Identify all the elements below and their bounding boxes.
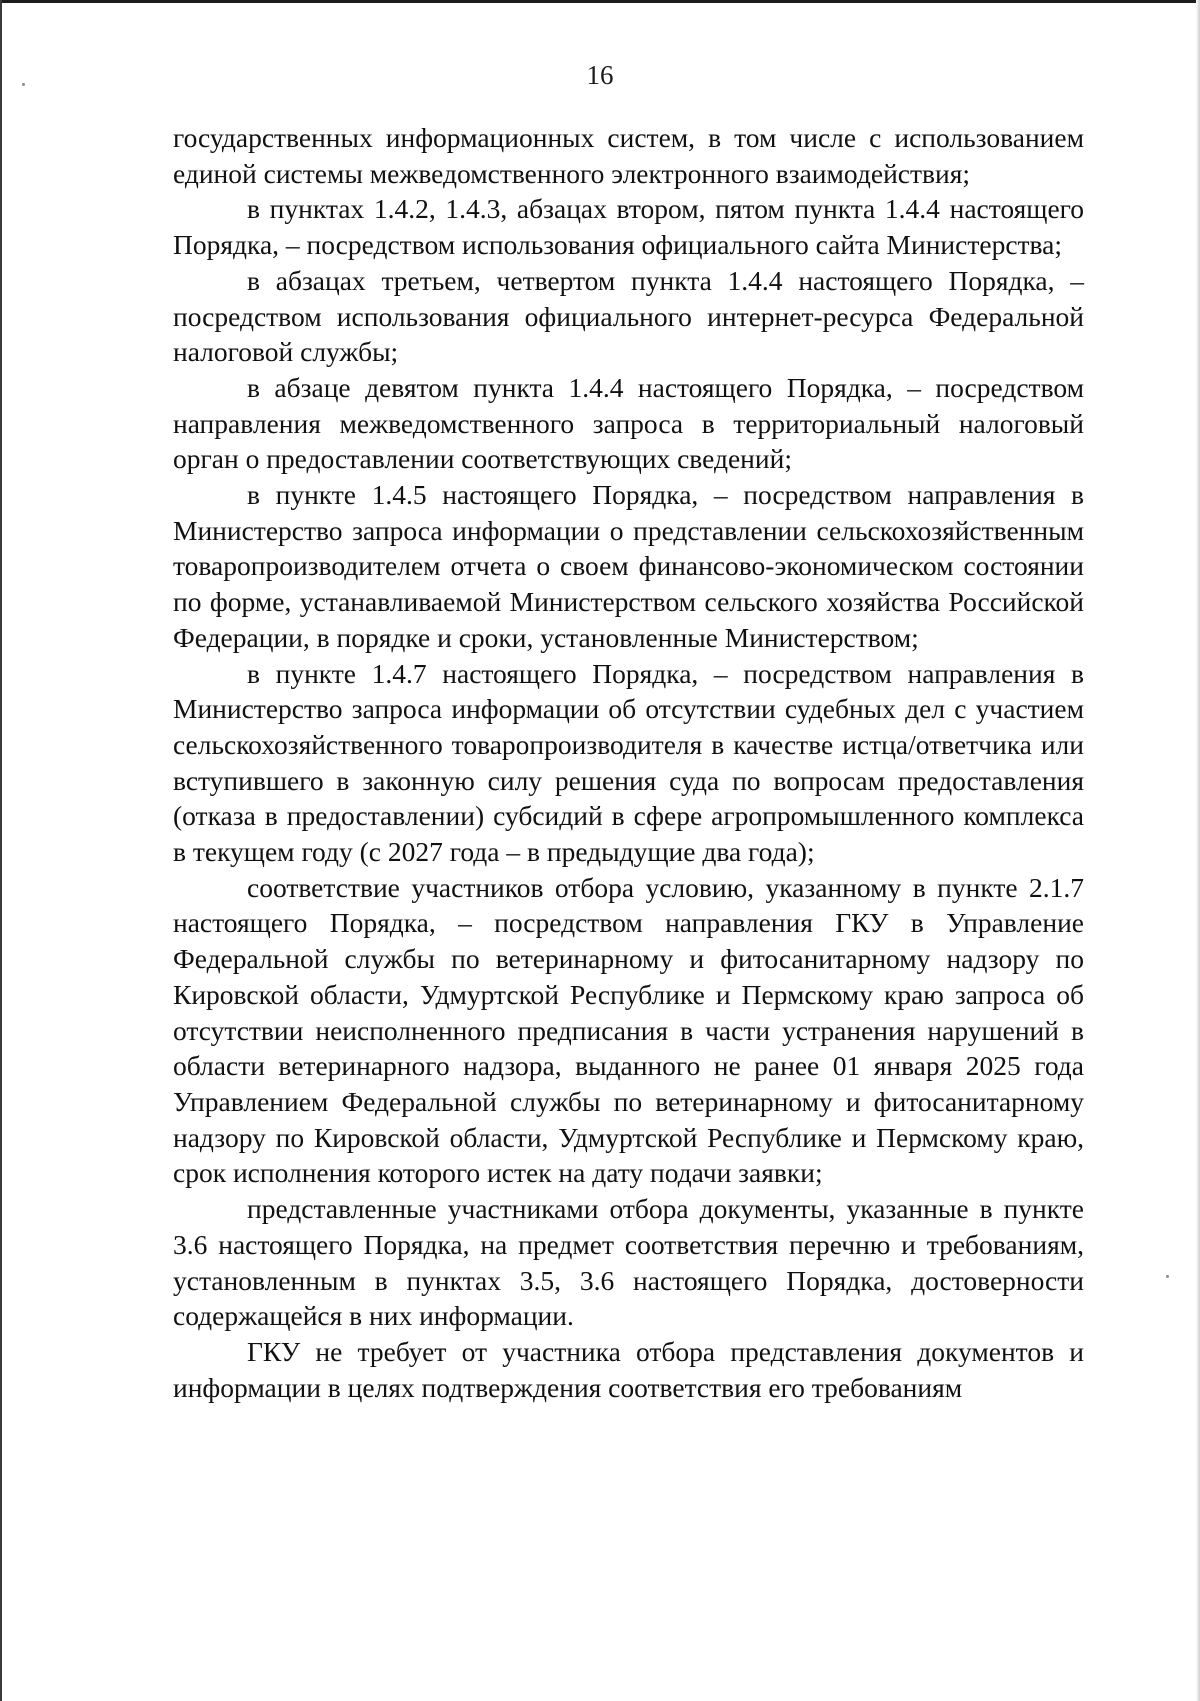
paragraph-5: в пункте 1.4.5 настоящего Порядка, – посредством направления в Министерство запроса информации о представлении сельскохозяйственным товаропроизводителем отчета о своем финансово-экономическом состоянии по форме, устанавливаемой Министерством сельского хозяйства Российской Федерации, в порядке и сроки, установленные Министерством; — [173, 479, 1084, 653]
document-body — [173, 120, 1084, 1405]
page-left-border — [0, 0, 2, 1701]
paragraph-9: ГКУ не требует от участника отбора представления документов и информации в целях подтверждения соответствия его требованиям — [173, 1335, 1084, 1403]
paragraph-2: в пунктах 1.4.2, 1.4.3, абзацах втором, пятом пункта 1.4.4 настоящего Порядка, – посредством использования официального сайта Министерства; — [173, 193, 1084, 261]
paragraph-1: государственных информационных систем, в том числе с использованием единой системы межведомственного электронного взаимодействия; — [173, 122, 1084, 189]
page-number: 16 — [586, 60, 614, 90]
paragraph-3: в абзацах третьем, четвертом пункта 1.4.4 настоящего Порядка, – посредством использования официального интернет-ресурса Федеральной налоговой службы; — [173, 264, 1084, 368]
page-top-border — [0, 0, 1200, 3]
page-right-shadow — [1196, 0, 1200, 1701]
paragraph-8: представленные участниками отбора документы, указанные в пункте 3.6 настоящего Порядка, на предмет соответствия перечню и требованиям, установленным в пунктах 3.5, 3.6 настоящего Порядка, достоверности содержащейся в них информации. — [173, 1193, 1084, 1332]
paragraph-6: в пункте 1.4.7 настоящего Порядка, – посредством направления в Министерство запроса информации об отсутствии судебных дел с участием сельскохозяйственного товаропроизводителя в качестве истца/ответчика или вступившего в законную силу решения суда по вопросам предоставления (отказа в предоставлении) субсидий в сфере агропромышленного комплекса в текущем году (с 2027 года – в предыдущие два года); — [173, 657, 1084, 868]
paragraph-4: в абзаце девятом пункта 1.4.4 настоящего Порядка, – посредством направления межведомственного запроса в территориальный налоговый орган о предоставлении соответствующих сведений; — [173, 371, 1084, 475]
scan-speck — [22, 83, 25, 86]
paragraph-7: соответствие участников отбора условию, указанному в пункте 2.1.7 настоящего Порядка, – посредством направления ГКУ в Управление Федеральной службы по ветеринарному и фитосанитарному надзору по Кировской области, Удмуртской Республике и Пермскому краю запроса об отсутствии неисполненного предписания в части устранения нарушений в области ветеринарного надзора, выданного не ранее 01 января 2025 года Управлением Федеральной службы по ветеринарному и фитосанитарному надзору по Кировской области, Удмуртской Республике и Пермскому краю, срок исполнения которого истек на дату подачи заявки; — [173, 871, 1084, 1189]
scan-speck — [1166, 1275, 1169, 1278]
